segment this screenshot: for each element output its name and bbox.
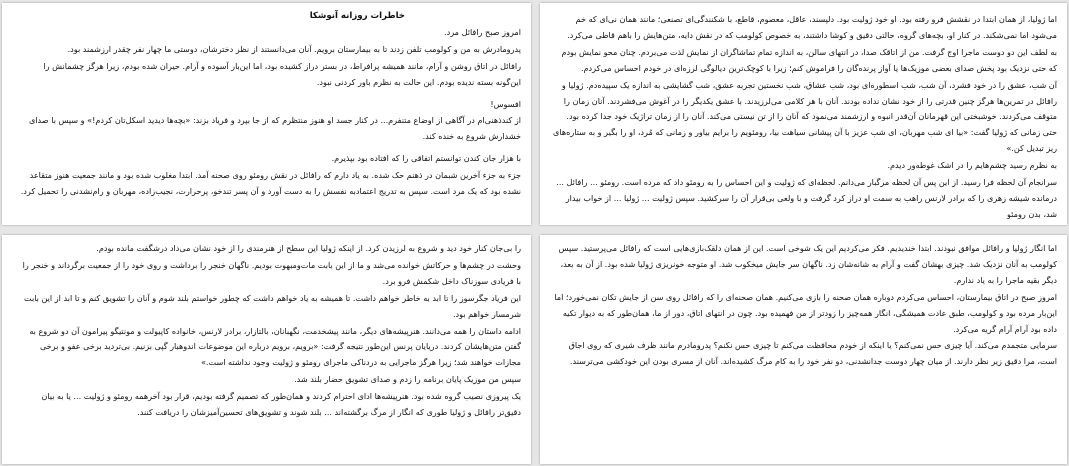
paragraph: افسوس! xyxy=(490,98,521,109)
paragraph: امروز صبح رافائل مرد. xyxy=(444,26,521,37)
paragraph: اما انگار ژولیا و رافائل موافق نبودند. ابتدا خندیدیم. فکر می‌کردیم این یک شوخی است. این از همان دلقک‌بازی‌هایی است که رافائل می‌پرستید. سپس کولومب به آنان نزدیک شد. چیزی بهشان گفت و آرام به شانه‌شان زد. ناگهان سر جایش میخکوب شد. او متوجه خونریزی ژولیا شده بود. از آن به بعد، دیگر بقیه ماجرا را به یاد ندارم. xyxy=(558,243,1057,285)
paragraph: این فریاد جگرسوز را تا ابد به خاطر خواهم داشت. تا همیشه به یاد خواهم داشت که چطور خواستم بلند شوم و آنان را تشویق کنم و تا ابد از این بابت شرمسار خواهم بود. xyxy=(24,292,521,319)
document-page-4 xyxy=(540,235,1067,464)
paragraph: ادامه داستان را همه می‌دانند. هنرپیشه‌های دیگر، مانند پیشخدمت، نگهبانان، بالتازار، برادر لارنس، خانواده کاپیولت و مونتیگو پیرامون آن دو شروع به گفتن متن‌هایشان کردند. دریایان پرنس این‌طور نتیجه گرفت: «برویم، برویم درباره این موضوعات اندوهبار گپی بزنیم. بی‌تردید برخی عفو و برخی مجازات خواهند شد؛ زیرا هرگز ماجرایی به دردناکی ماجرای رومئو و ژولیت وجود نداشته است.» xyxy=(29,325,521,368)
paragraph: سرمایی متجمدم می‌کند. آیا چیزی حس نمی‌کنم؟ یا اینکه از خودم محافظت می‌کنم تا چیزی حس نکنم؟ پدرومادرم مانند ظرف شیری که روی اجاق است، مرا دقیق زیر نظر دارند. از میان چهار دوست جدانشدنی، دو نفر خود را به کام مرگ کشیده‌اند. آنان از مسری بودن این خودکشی می‌ترسند. xyxy=(568,340,1057,367)
paragraph: از کندذهنی‌ام در آگاهی از اوضاع متنفرم... در کنار جسد او هنوز منتظرم که از جا بپرد و فریاد بزند: «بچه‌ها دیدید اسکل‌تان کردم!» و سپس با صدای خشدارش شروع به خنده کند. xyxy=(28,115,521,142)
paragraph: سپس من موزیک پایان برنامه را زدم و صدای تشویق حضار بلند شد. xyxy=(294,374,521,385)
paragraph: جزء به جزء آخرین شبمان در ذهنم حک شده. به یاد دارم که رافائل در نقش رومئو روی صحنه آمد. ابتدا مغلوب شده بود و مانند جمعیت هنوز متقاعد نشده بود که یک مرد است. سپس به تدریج اعتمادبه نفسش را به دست آورد و آن پسر تندخو، پرحرارت، نجیب‌زاده، مهربان و رام‌نشدنی را تحمیل کرد. xyxy=(20,170,521,197)
paragraph: اما ژولیا، از همان ابتدا در نقشش فرو رفته بود. او خود ژولیت بود. دلپسند، عاقل، معصوم، قاطع، با شکنندگی‌ای تصنعی؛ مانند همان نی‌ای که خم می‌شود اما نمی‌شکند. در کنار او، بچه‌های گروه، حالتی دقیق و کوشا داشتند، به خصوص کولومب که در نقش دایه، متن‌هایش را باهم قاطی می‌کرد. xyxy=(567,14,1057,40)
paragraph: امروز صبح در اتاق بیمارستان، احساس می‌کردم دوباره همان صحنه را بازی می‌کنیم. همان صحنه‌ای را که رافائل روی سن از جایش تکان نمی‌خورد؛ اما این‌بار مرده بود و کولومب، طبق عادت همیشگی، انگار همه‌چیز را زودتر از من فهمیده بود. چون در انتهای اتاق، دور از ما، همان‌طور که به دیوار تکیه داده بود آرام آرام گریه می‌کرد. xyxy=(554,291,1057,334)
paragraph: آن شب، عشق را در خود فشرد، آن شب، شب اسطوره‌ای بود، شب عشاق، شب نخستین تجربه عشق، شب گشایشی به اندازه یک سپیده‌دم. ژولیا و رافائل در تمرین‌ها هرگز چنین قدرتی را از خود نشان نداده بودند. آنان با هر کلامی می‌لرزیدند. با عشق یکدیگر را در آغوش می‌فشردند. آنان زمان را متوقف می‌کردند. خوشبختی این قهرمانان آن‌قدر انبوه و ارزشمند می‌نمود که آنان را از تن نیستی می‌کند. آنان را از زمان تراژیک خود جدا کرده بود. حتی زمانی که ژولیا گفت: «بیا ای شب مهربان، ای شب عزیز با آن پیشانی سیاهت بیا، رومئویم را برایم بیاور و زمانی که مُرد، او را بگیر و به ستاره‌های ریز تبدیل کن.» xyxy=(553,79,1057,154)
paragraph: با هزار جان کندن توانستم اتفاقی را که افتاده بود بپذیرم. xyxy=(331,153,521,164)
diary-title: خاطرات روزانه آنوشکا xyxy=(309,11,405,21)
document-page-3 xyxy=(2,235,531,464)
paragraph: رافائل در اتاق روشن و آرام، مانند همیشه پرافراط، در بستر دراز کشیده بود، اما این‌بار آسوده و آرام. حیران شده بودم، زیرا هرگز چشمانش را این‌گونه بسته ندیده بودم. این حالت به نظرم باور کردنی نبود. xyxy=(43,60,521,87)
paragraph: وحشت در چشم‌ها و حرکاتش خوانده می‌شد و ما از این بابت مات‌ومبهوت بودیم. ناگهان خنجر را برداشت و روی خود را از جمعیت برگرداند و خنجر را با فریادی سوزناک داخل شکمش فرو برد. xyxy=(22,259,521,286)
document-page-1 xyxy=(2,3,531,225)
paragraph: سرانجام آن لحظه فرا رسید. از این پس آن لحظه مرگبار می‌دانم. لحظه‌ای که ژولیت و این احساس را به رومئو داد که مرده است. رومئو ... رافائل ... درمانده شیشه زهری را که برادر لارنس راهب به سمت او دراز کرد گرفت و با ولعی بی‌قرار آن را سرکشید. سپس ژولیت ... ژولیا ... از خواب بیدار شد، بدن رومئو xyxy=(556,177,1057,219)
paragraph: یک پیروزی نصیب گروه شده بود. هنرپیشه‌ها ادای احترام کردند و همان‌طور که تصمیم گرفته بودیم، قرار بود آخرهمه رومئو و ژولیت ... یا به بیان دقیق‌تر رافائل و ژولیا طوری که انگار از مرگ برگشته‌اند ... بلند شوند و تشویق‌های تحسین‌آمیزشان را دریافت کنند. xyxy=(41,391,521,418)
paragraph: به نظرم رسید چشم‌هایم را در اشک غوطه‌ور دیدم. xyxy=(887,160,1057,171)
document-page-2 xyxy=(540,3,1067,225)
paragraph: به لطف این دو دوست ماجرا اوج گرفت. من از اتاقک صدا، در انتهای سالن، به اندازه تمام تماشاگران از نمایش لذت می‌بردم. چنان محو نمایش بودم که حتی نزدیک بود پخش صدای بعضی موزیک‌ها یا آواز پرنده‌گان را فراموش کنم؛ زیرا با کوچک‌ترین دیالوگی لرزه‌ای در خودم احساس می‌کردم. xyxy=(561,46,1057,73)
paragraph: پدرومادرش به من و کولومب تلفن زدند تا به بیمارستان برویم. آنان می‌دانستند از نظر دخترشان، دوستی ما چهار نفر چقدر ارزشمند بود. xyxy=(67,43,521,54)
paragraph: را بی‌جان کنار خود دید و شروع به لرزیدن کرد. از اینکه ژولیا این سطح از هنرمندی را از خود نشان می‌داد درشگفت مانده بودم. xyxy=(96,243,521,253)
